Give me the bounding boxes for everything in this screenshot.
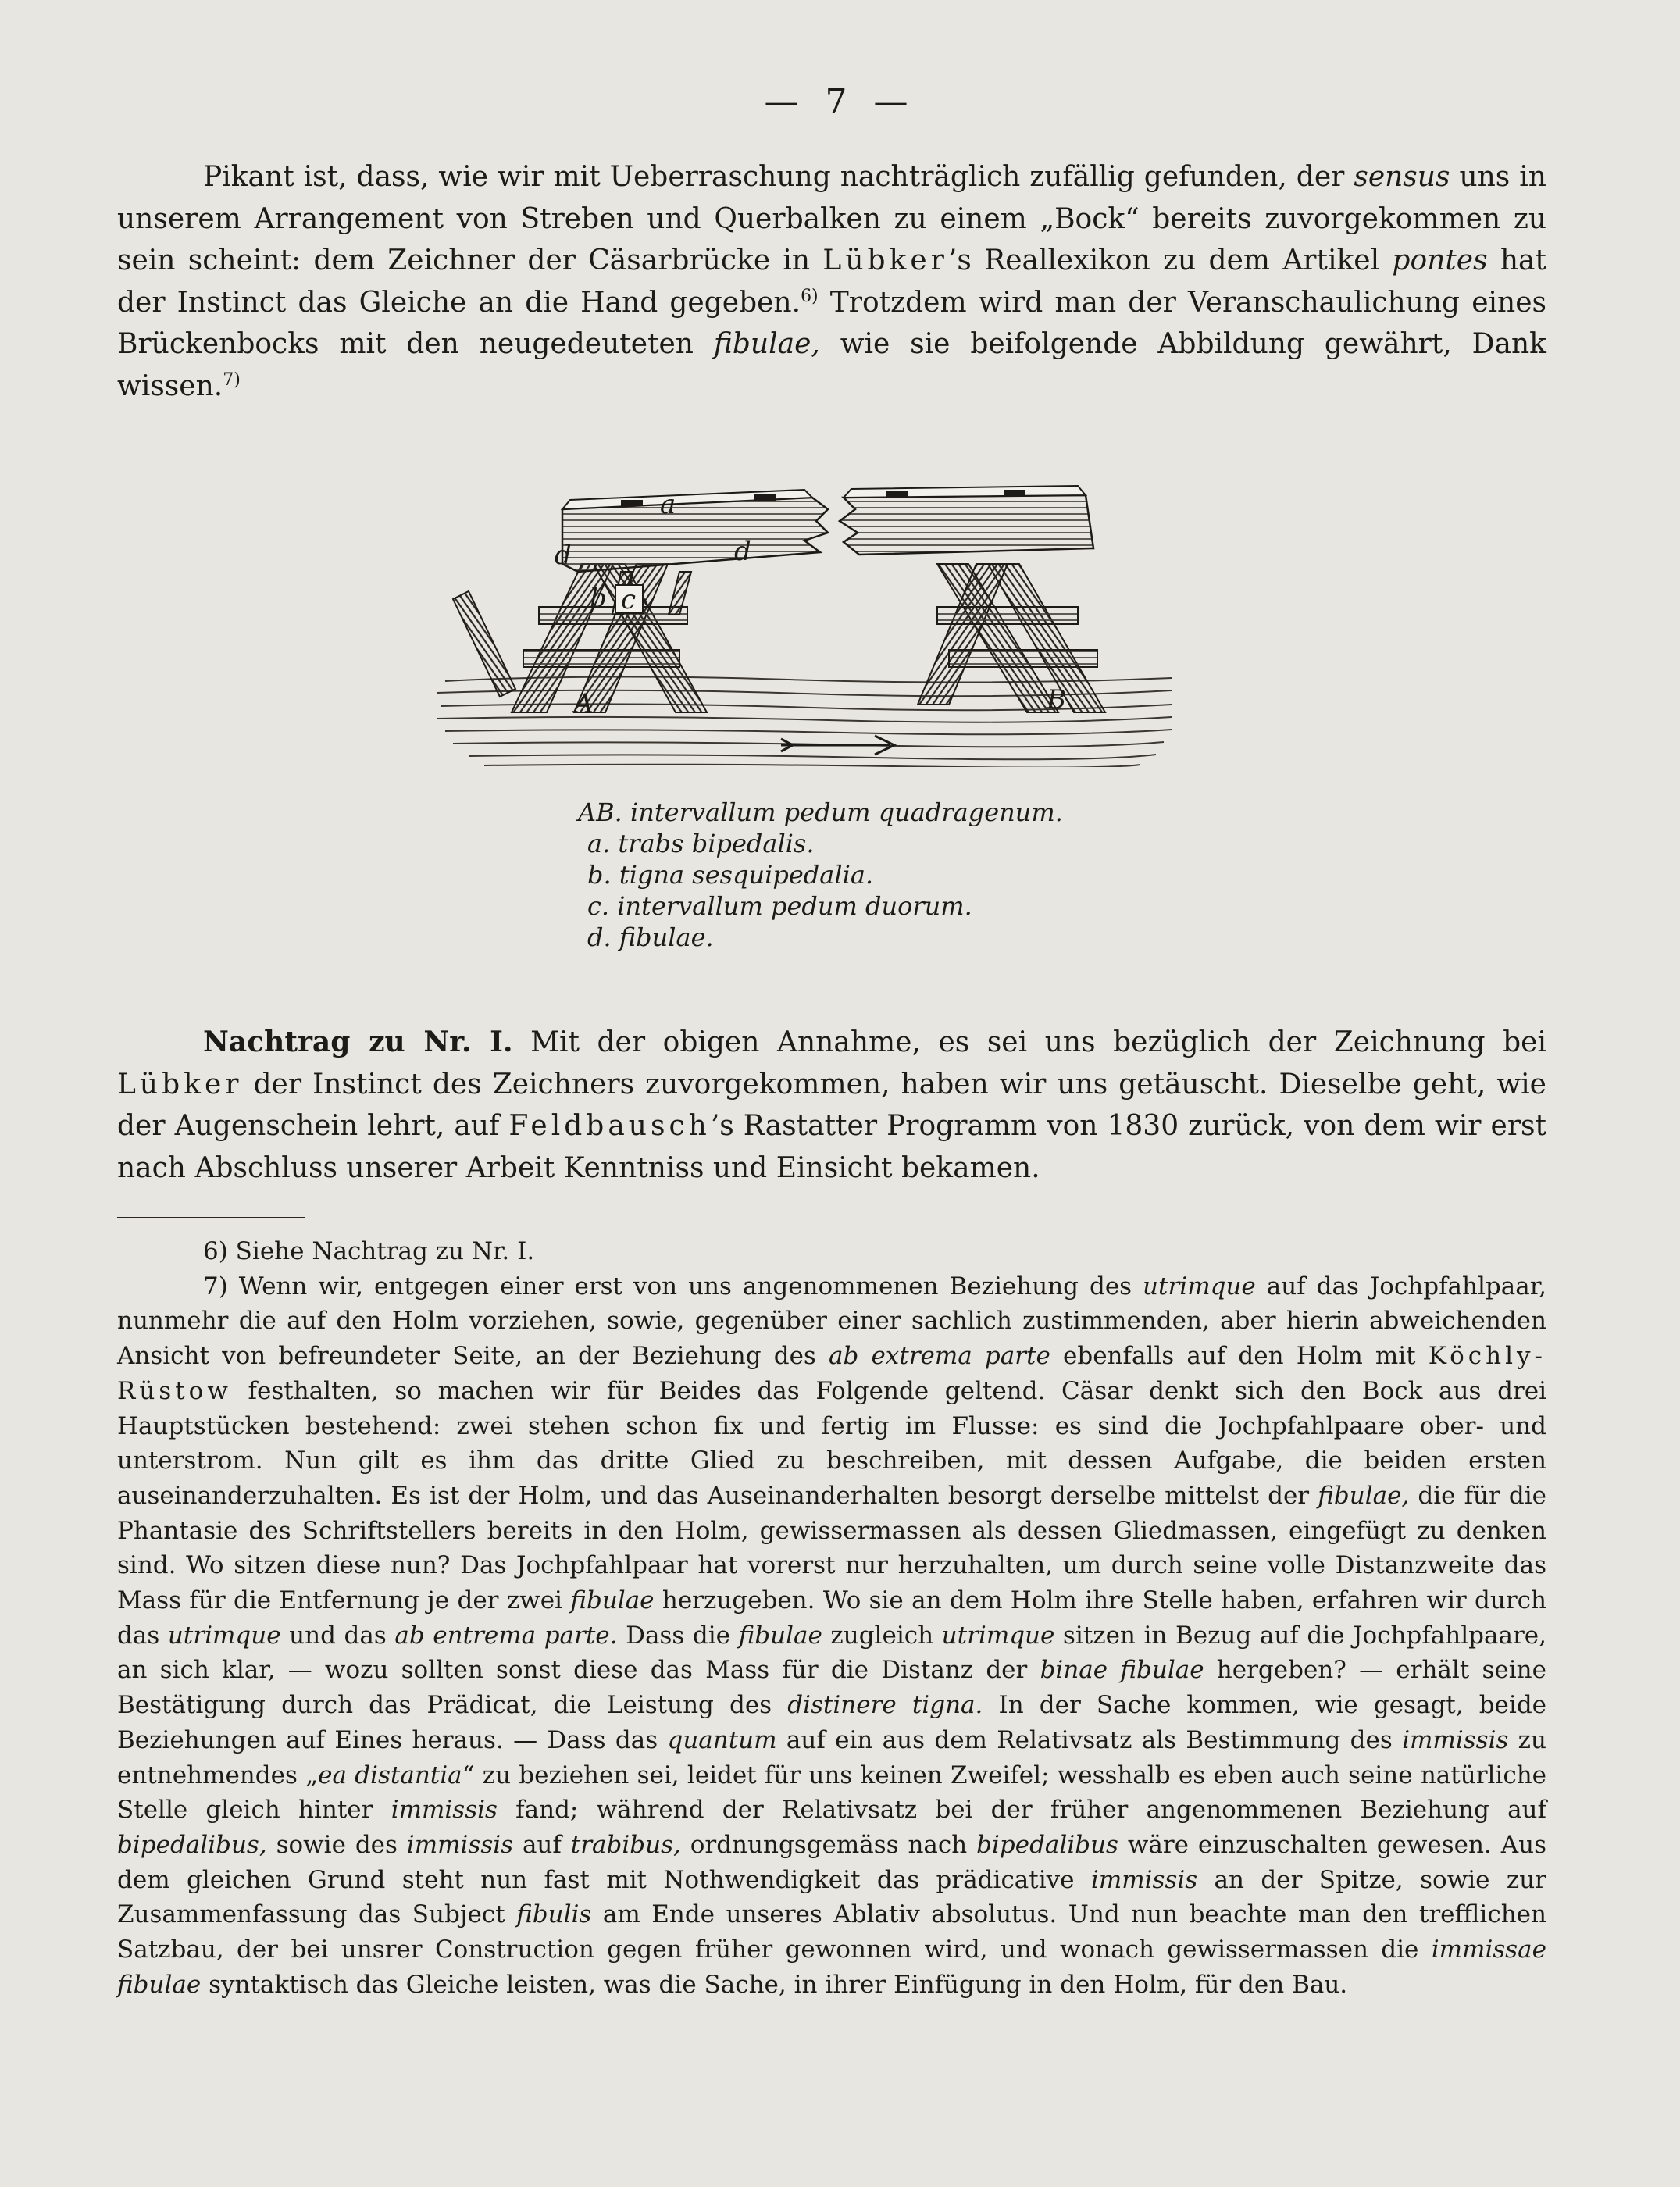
latin-term: ab extrema parte [828, 1342, 1050, 1371]
text: herzugeben. Wo sie an dem Holm ihre Stelle haben, erfahren wir durch das [117, 1586, 1546, 1650]
text: Dass die [617, 1621, 739, 1650]
latin-term: quantum [667, 1725, 777, 1754]
legend-text: tigna sesquipedalia. [619, 860, 874, 890]
figure-label-a: a [660, 489, 676, 520]
legend-key: c. [587, 891, 610, 921]
text: syntaktisch das Gleiche leisten, was die Sache, in ihrer Einfügung in den Holm, für den Bau. [201, 1970, 1348, 1999]
latin-term: bipedalibus [976, 1830, 1118, 1859]
text: wäre einzuschalten gewesen. Aus dem gleichen Grund steht nun fast mit Nothwendigkeit das prädicative [117, 1830, 1546, 1894]
text: “ zu beziehen sei, leidet für uns keinen Zweifel; wesshalb es eben auch seine natürliche Stelle gleich hinter [117, 1761, 1547, 1825]
latin-term: binae fibulae [1040, 1656, 1204, 1685]
text: Trotzdem wird man der Veranschaulichung eines Brückenbocks mit den neugedeuteten [117, 286, 1546, 360]
footnote-ref: 7) [223, 369, 241, 390]
footnote-7 [117, 1269, 1546, 2003]
author-name: Lübker [822, 244, 948, 276]
figure-label-d-right: d [734, 536, 751, 567]
latin-term: immissis [1090, 1865, 1198, 1894]
beam-top-right [844, 486, 1086, 498]
text: In der Sache kommen, wie gesagt, beide Beziehungen auf Eines heraus. — Dass das [117, 1691, 1547, 1754]
latin-term: fibulis [516, 1900, 592, 1929]
text: festhalten, so machen wir für Beides das Folgende geltend. Cäsar denkt sich den Bock aus drei Hauptstücken bestehend: zwei stehen schon fix und fertig im Flusse: es sind die Jochpfahlpaare ober- und unterstrom. Nun gilt es ihm das dritte Glied zu beschreiben, mit dessen Aufgabe, die beiden ersten auseinanderzuhalten. Es ist der Holm, und das Auseinanderhalten besorgt derselbe mittelst der [117, 1376, 1546, 1510]
legend-text: trabs bipedalis. [618, 829, 815, 858]
figure-label-c: c [621, 584, 637, 615]
legend-key: b. [587, 860, 612, 890]
text: am Ende unseres Ablativ absolutus. Und nun beachte man den trefflichen Satzbau, der bei unsrer Construction gegen früher gewonnen wird, und wonach gewissermassen die [117, 1900, 1546, 1964]
beam-mortise [1004, 490, 1025, 496]
footnote-ref: 6) [801, 286, 819, 306]
footnote-divider [117, 1217, 305, 1218]
beam-right [840, 495, 1093, 555]
legend-text: intervallum pedum quadragenum. [630, 797, 1063, 827]
legend-row [578, 797, 1063, 828]
latin-term: pontes [1392, 244, 1488, 276]
latin-term: bipedalibus, [117, 1830, 267, 1859]
latin-term: immissis [1402, 1725, 1509, 1754]
text: Pikant ist, dass, wie wir mit Ueberraschung nachträglich zufällig gefunden, der [203, 161, 1345, 193]
latin-term: trabibus, [570, 1830, 681, 1859]
legend-row [578, 922, 1063, 953]
current-arrow [781, 736, 894, 755]
text: fand; während der Relativsatz bei der früher angenommenen Beziehung auf [497, 1796, 1546, 1825]
latin-term: immissis [406, 1830, 514, 1859]
beam-mortise [886, 491, 908, 498]
text: Mit der obigen Annahme, es sei uns bezüglich der Zeichnung bei [512, 1026, 1546, 1058]
figure-label-A: A [574, 688, 594, 719]
latin-term: immissis [391, 1796, 498, 1825]
text: die für die Phantasie des Schriftstellers bereits in den Holm, gewissermassen als dessen Gliedmassen, eingefügt zu denken sind. Wo sitzen diese nun? Das Jochpfahlpaar hat vorerst nur herzuhalten, um durch seine volle Distanzweite das Mass für die Entfernung je der zwei [117, 1481, 1547, 1615]
legend-key: a. [587, 829, 611, 858]
figure-label-b: b [590, 583, 607, 614]
footnote-6: 6) Siehe Nachtrag zu Nr. I. [203, 1237, 535, 1265]
page-number: — 7 — [764, 82, 916, 122]
text: auf das Jochpfahlpaar, nunmehr die auf den Holm vorziehen, sowie, gegenüber einer sachlich zustimmenden, aber hierin abweichenden Ansicht von befreundeter Seite, an der Beziehung des [117, 1272, 1546, 1371]
figure-label-d-left: d [555, 540, 572, 571]
author-name: Köchly-Rüstow [117, 1342, 1547, 1405]
addendum-paragraph [117, 1022, 1546, 1189]
legend-row [578, 859, 1063, 890]
text: hergeben? — erhält seine Bestätigung durch das Prädicat, die Leistung des [117, 1656, 1546, 1720]
text: auf [513, 1830, 571, 1859]
author-name: Feldbausch [508, 1110, 711, 1142]
text: zugleich [822, 1621, 942, 1650]
latin-term: fibulae [738, 1621, 822, 1650]
latin-term: immissae fibulae [117, 1935, 1546, 1999]
text: ebenfalls auf den Holm mit [1050, 1342, 1429, 1371]
text: sitzen in Bezug auf die Jochpfahlpaare, an sich klar, — wozu sollten sonst diese das Mass für die Distanz der [117, 1621, 1546, 1685]
text: hat der Instinct das Gleiche an die Hand gegeben. [117, 244, 1546, 319]
latin-term: utrimque [1143, 1272, 1256, 1300]
latin-term: sensus [1354, 161, 1450, 193]
latin-term: ea distantia [318, 1761, 462, 1789]
text: ’s Rastatter Programm von 1830 zurück, von dem wir erst nach Abschluss unserer Arbeit Kenntniss und Einsicht bekamen. [117, 1110, 1546, 1184]
legend-text: intervallum pedum duorum. [617, 891, 972, 921]
right-brace-lower [949, 650, 1097, 667]
left-brace-lower [523, 650, 679, 667]
legend-row [578, 890, 1063, 922]
text: wie sie beifolgende Abbildung gewährt, Dank wissen. [117, 328, 1546, 402]
text: sowie des [266, 1830, 407, 1859]
text: auf ein aus dem Relativsatz als Bestimmung des [776, 1725, 1403, 1754]
latin-term: fibulae [570, 1586, 655, 1615]
figure-legend [578, 797, 1063, 953]
beam-left [562, 498, 828, 572]
addendum-heading: Nachtrag zu Nr. I. [203, 1026, 513, 1058]
latin-term: utrimque [941, 1621, 1055, 1650]
legend-row [578, 828, 1063, 859]
legend-text: fibulae. [619, 922, 714, 952]
right-brace-upper [937, 607, 1078, 624]
text: zu entnehmendes „ [117, 1725, 1546, 1789]
main-paragraph [117, 156, 1546, 407]
beam-mortise [621, 500, 643, 506]
text: der Instinct des Zeichners zuvorgekommen, haben wir uns getäuscht. Dieselbe geht, wie der Augenschein lehrt, auf [117, 1068, 1546, 1142]
legend-key: d. [587, 922, 612, 952]
latin-term: utrimque [167, 1621, 281, 1650]
legend-key: AB. [578, 797, 622, 827]
latin-term: fibulae, [1318, 1481, 1410, 1510]
text: und das [280, 1621, 395, 1650]
latin-term: fibulae, [713, 328, 820, 360]
latin-term: ab entrema parte. [394, 1621, 618, 1650]
bridge-trestle-illustration [437, 455, 1179, 767]
text: ’s Reallexikon zu dem Artikel [947, 244, 1380, 276]
footnotes [117, 1234, 1546, 2002]
text: ordnungsgemäss nach [680, 1830, 977, 1859]
text: uns in unserem Arrangement von Streben und Querbalken zu einem „Bock“ bereits zuvorgekommen zu sein scheint: dem Zeichner der Cäsarbrücke in [117, 161, 1546, 276]
latin-term: distinere tigna. [787, 1691, 983, 1720]
author-name: Lübker [117, 1068, 243, 1101]
beam-mortise [754, 494, 776, 501]
figure-label-B: B [1047, 684, 1066, 715]
text: 7) Wenn wir, entgegen einer erst von uns angenommenen Beziehung des [203, 1272, 1143, 1300]
text: an der Spitze, sowie zur Zusammenfassung das Subject [117, 1865, 1546, 1929]
